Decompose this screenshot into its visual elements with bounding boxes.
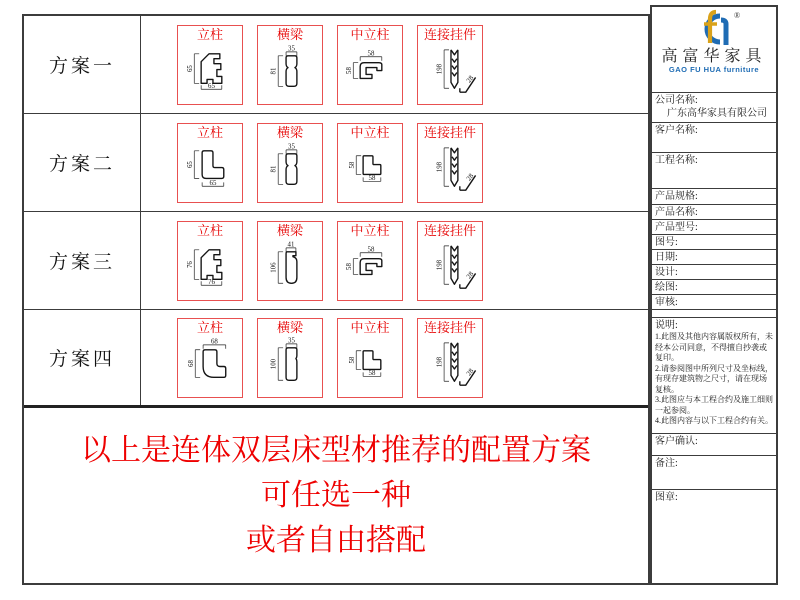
scheme-parts bbox=[141, 16, 648, 113]
part-label: 连接挂件 bbox=[423, 124, 476, 140]
part-label: 连接挂件 bbox=[423, 26, 476, 42]
company-value: 广东高华家具有限公司 bbox=[667, 108, 767, 119]
field-design: 设计: bbox=[652, 265, 776, 280]
svg-text:28: 28 bbox=[465, 270, 476, 280]
footer-line: 以上是连体双层床型材推荐的配置方案 bbox=[81, 434, 591, 467]
brand-name: 高富华家具 bbox=[661, 48, 767, 65]
part-box bbox=[257, 221, 323, 301]
part-box bbox=[177, 25, 243, 105]
field-audit: 审核: bbox=[652, 295, 776, 310]
svg-text:28: 28 bbox=[465, 172, 476, 182]
svg-text:198: 198 bbox=[436, 63, 444, 74]
field-draftsman: 绘图: bbox=[652, 280, 776, 295]
spacer-row bbox=[652, 310, 776, 318]
svg-text:100: 100 bbox=[270, 358, 278, 369]
part-label: 立柱 bbox=[196, 26, 223, 42]
field-seal: 图章: bbox=[655, 492, 678, 503]
svg-text:35: 35 bbox=[288, 44, 295, 52]
part-label: 中立柱 bbox=[350, 124, 390, 140]
svg-text:58: 58 bbox=[345, 66, 353, 74]
svg-text:58: 58 bbox=[368, 174, 376, 182]
svg-text:68: 68 bbox=[187, 359, 195, 367]
part-label: 横梁 bbox=[276, 319, 303, 335]
svg-text:81: 81 bbox=[270, 165, 278, 172]
part-label: 中立柱 bbox=[350, 222, 390, 238]
field-customer: 客户名称: bbox=[652, 123, 776, 153]
notes-cell bbox=[652, 318, 776, 434]
scheme-row bbox=[24, 16, 648, 114]
scheme-row bbox=[24, 212, 648, 310]
svg-text:198: 198 bbox=[436, 161, 444, 172]
scheme-label: 方案四 bbox=[24, 310, 141, 405]
svg-text:28: 28 bbox=[465, 74, 476, 84]
part-label: 连接挂件 bbox=[423, 319, 476, 335]
profile-drawing bbox=[258, 43, 322, 104]
part-box bbox=[337, 221, 403, 301]
notes-line: 1.此图及其他内容属版权所有，未经本公司同意，不得擅自抄袭或复印。 bbox=[655, 332, 773, 362]
part-box bbox=[177, 123, 243, 203]
profile-drawing bbox=[338, 239, 402, 300]
field-drawing-no: 图号: bbox=[652, 235, 776, 250]
footer-line: 可任选一种 bbox=[261, 479, 411, 512]
registered-mark: ® bbox=[734, 11, 741, 20]
field-project: 工程名称: bbox=[652, 153, 776, 189]
logo-cell bbox=[652, 7, 776, 93]
scheme-label: 方案二 bbox=[24, 114, 141, 211]
svg-text:198: 198 bbox=[436, 259, 444, 270]
part-label: 横梁 bbox=[276, 124, 303, 140]
company-logo-icon bbox=[686, 9, 742, 49]
svg-text:68: 68 bbox=[210, 337, 218, 345]
svg-text:65: 65 bbox=[186, 64, 194, 72]
svg-text:81: 81 bbox=[270, 67, 278, 74]
svg-text:76: 76 bbox=[208, 278, 215, 286]
profile-drawing bbox=[258, 141, 322, 202]
field-date: 日期: bbox=[652, 250, 776, 265]
profile-drawing bbox=[338, 141, 402, 202]
notes-line: 2.请参阅图中所列尺寸及坐标线，有现存建筑物之尺寸，请在现场复核。 bbox=[655, 363, 773, 394]
field-remark: 备注: bbox=[652, 456, 776, 490]
part-label: 中立柱 bbox=[350, 26, 390, 42]
scheme-parts bbox=[141, 212, 648, 309]
part-box bbox=[257, 25, 323, 105]
field-company: 公司名称: 广东高华家具有限公司 bbox=[652, 93, 776, 123]
field-customer-confirm: 客户确认: bbox=[652, 434, 776, 456]
profile-drawing bbox=[178, 239, 242, 300]
drawing-sheet bbox=[22, 14, 650, 585]
scheme-parts bbox=[141, 310, 648, 405]
svg-text:65: 65 bbox=[208, 82, 215, 90]
part-box bbox=[177, 221, 243, 301]
notes-lines bbox=[655, 332, 773, 427]
profile-drawing bbox=[338, 43, 402, 104]
part-label: 横梁 bbox=[276, 26, 303, 42]
part-label: 立柱 bbox=[196, 222, 223, 238]
svg-text:58: 58 bbox=[367, 49, 375, 57]
part-box bbox=[417, 318, 483, 398]
profile-drawing bbox=[418, 239, 482, 300]
svg-text:58: 58 bbox=[348, 356, 356, 364]
part-label: 中立柱 bbox=[350, 319, 390, 335]
svg-text:58: 58 bbox=[368, 369, 376, 377]
svg-text:65: 65 bbox=[209, 179, 217, 187]
scheme-label: 方案三 bbox=[24, 212, 141, 309]
title-block bbox=[650, 5, 778, 585]
part-box bbox=[257, 318, 323, 398]
profile-drawing bbox=[178, 336, 242, 397]
footer-note bbox=[24, 408, 648, 583]
profile-drawing bbox=[338, 336, 402, 397]
notes-label: 说明: bbox=[655, 320, 678, 331]
svg-text:35: 35 bbox=[288, 142, 295, 150]
part-box bbox=[417, 221, 483, 301]
svg-text:58: 58 bbox=[345, 262, 353, 270]
part-label: 立柱 bbox=[196, 124, 223, 140]
part-box bbox=[417, 25, 483, 105]
part-box bbox=[257, 123, 323, 203]
profile-drawing bbox=[418, 141, 482, 202]
part-label: 立柱 bbox=[196, 319, 223, 335]
svg-text:58: 58 bbox=[348, 161, 356, 169]
profile-drawing bbox=[258, 239, 322, 300]
part-label: 横梁 bbox=[276, 222, 303, 238]
svg-text:106: 106 bbox=[270, 261, 278, 273]
part-box bbox=[417, 123, 483, 203]
scheme-row bbox=[24, 114, 648, 212]
svg-text:28: 28 bbox=[465, 367, 476, 377]
svg-text:58: 58 bbox=[367, 245, 375, 253]
part-label: 连接挂件 bbox=[423, 222, 476, 238]
footer-line: 或者自由搭配 bbox=[246, 524, 426, 557]
profile-drawing bbox=[178, 141, 242, 202]
scheme-label: 方案一 bbox=[24, 16, 141, 113]
profile-drawing bbox=[418, 43, 482, 104]
svg-text:41: 41 bbox=[287, 240, 295, 248]
scheme-row bbox=[24, 310, 648, 408]
profile-drawing bbox=[178, 43, 242, 104]
profile-drawing bbox=[258, 336, 322, 397]
svg-text:35: 35 bbox=[288, 336, 295, 344]
field-model: 产品型号: bbox=[652, 220, 776, 235]
svg-text:65: 65 bbox=[186, 160, 194, 168]
part-box bbox=[337, 123, 403, 203]
brand-name-en: GAO FU HUA furniture bbox=[668, 65, 760, 74]
part-box bbox=[337, 318, 403, 398]
scheme-parts bbox=[141, 114, 648, 211]
field-spec: 产品规格: bbox=[652, 189, 776, 205]
field-product-name: 产品名称: bbox=[652, 205, 776, 220]
part-box bbox=[337, 25, 403, 105]
profile-drawing bbox=[418, 336, 482, 397]
part-box bbox=[177, 318, 243, 398]
svg-text:198: 198 bbox=[436, 356, 444, 367]
svg-text:76: 76 bbox=[186, 260, 194, 268]
notes-line: 3.此图应与本工程合约及施工细则一起参阅。 bbox=[655, 395, 773, 415]
notes-line: 4.此图内容与以下工程合约有关。 bbox=[655, 416, 773, 425]
